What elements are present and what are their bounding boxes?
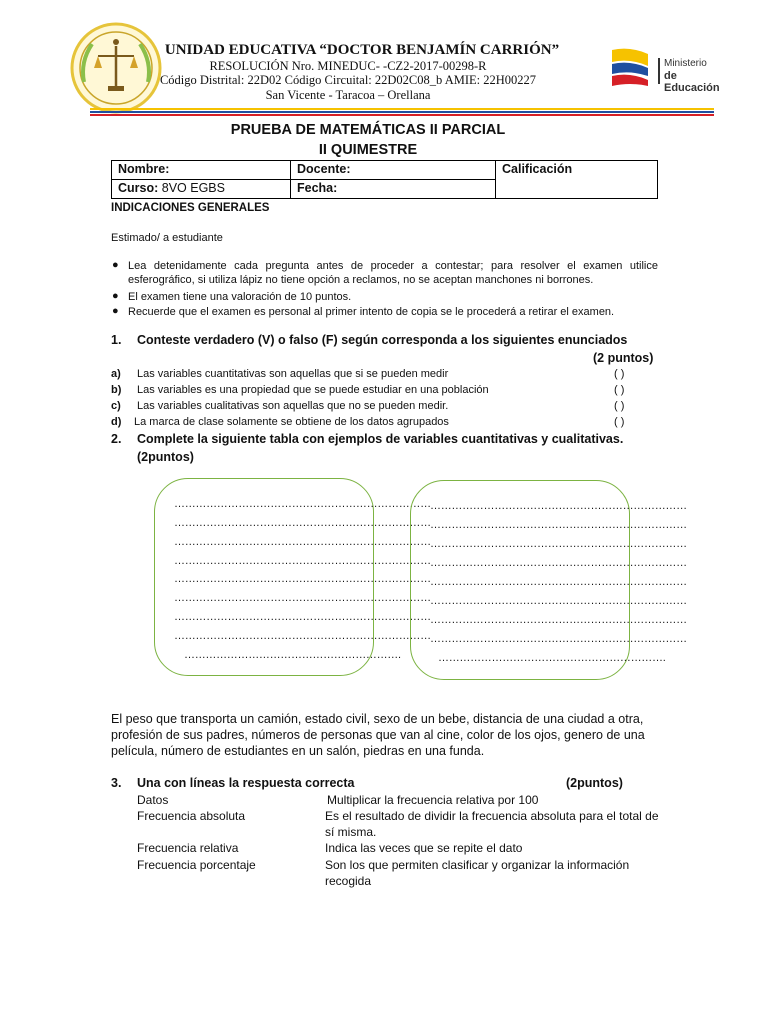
school-codes: Código Distrital: 22D02 Código Circuital: 22D02C08_b AMIE: 22H00227 — [159, 73, 537, 87]
instruction-3: Recuerde que el examen es personal al primer intento de copia se le procederá a retirar el examen. — [128, 306, 615, 318]
header-stripe-yellow — [90, 108, 714, 110]
answer-line[interactable]: ……………………………………………………………… — [174, 517, 431, 529]
q1-item-a-answer[interactable]: ( ) — [614, 368, 625, 380]
q1-item-d-letter: d) — [111, 416, 122, 428]
answer-line[interactable]: ……………………………………………………. — [184, 649, 401, 661]
instructions-heading: INDICACIONES GENERALES — [111, 202, 270, 214]
greeting: Estimado/ a estudiante — [111, 232, 223, 244]
q1-item-d-answer[interactable]: ( ) — [614, 416, 625, 428]
q1-item-c: Las variables cualitativas son aquellas que no se pueden medir. — [137, 400, 449, 412]
variables-examples: El peso que transporta un camión, estado civil, sexo de un bebe, distancia de una ciudad a otra, profesión de sus padres, números de personas que van al cine, color de los ojos, genero de una película, número de estudiantes en un salón, piedras en una funda. — [111, 712, 645, 758]
exam-title: PRUEBA DE MATEMÁTICAS II PARCIAL — [230, 122, 506, 138]
name-field[interactable]: Nombre: — [112, 161, 291, 180]
answer-line[interactable]: ……………………………………………………………… — [174, 611, 431, 623]
q1-item-a: Las variables cuantitativas son aquellas que si se pueden medir — [137, 368, 449, 380]
instruction-1: Lea detenidamente cada pregunta antes de proceder a contestar; para resolver el examen utilice esferográfico, si utiliza lápiz no tiene opción a reclamos, no se aceptan manchones ni borrones. — [128, 260, 658, 286]
q2-points: (2puntos) — [137, 450, 194, 464]
answer-line[interactable]: ……………………………………………………………… — [174, 536, 431, 548]
answer-line[interactable]: ……………………………………………………………… — [174, 630, 431, 642]
answer-line[interactable]: ……………………………………………………………… — [174, 573, 431, 585]
teacher-field[interactable]: Docente: — [291, 161, 496, 180]
answer-line[interactable]: ……………………………………………………………… — [430, 576, 687, 588]
match-right-4[interactable]: Son los que permiten clasificar y organizar la información recogida — [325, 858, 630, 888]
match-right-1[interactable]: Multiplicar la frecuencia relativa por 100 — [327, 793, 539, 807]
answer-line[interactable]: ……………………………………………………………… — [430, 614, 687, 626]
ecuador-flag-icon — [608, 44, 654, 90]
answer-line[interactable]: ……………………………………………………………… — [430, 595, 687, 607]
course-field: Curso: 8VO EGBS — [112, 180, 291, 199]
q1-points: (2 puntos) — [593, 351, 654, 365]
match-left-frecuencia-relativa[interactable]: Frecuencia relativa — [137, 841, 239, 855]
answer-line[interactable]: ……………………………………………………………… — [430, 557, 687, 569]
q1-item-c-answer[interactable]: ( ) — [614, 400, 625, 412]
q2-number: 2. — [111, 432, 122, 446]
header-stripe-blue — [90, 111, 714, 113]
answer-line[interactable]: ……………………………………………………………… — [174, 498, 431, 510]
bullet-icon: ● — [112, 290, 119, 302]
match-left-frecuencia-absoluta[interactable]: Frecuencia absoluta — [137, 809, 246, 823]
grade-field[interactable]: Calificación — [496, 161, 658, 199]
header-stripe-red — [90, 114, 714, 116]
answer-line[interactable]: ……………………………………………………………… — [430, 500, 687, 512]
answer-line[interactable]: ……………………………………………………………… — [174, 555, 431, 567]
resolution-number: RESOLUCIÓN Nro. MINEDUC- -CZ2-2017-00298-R — [209, 59, 487, 73]
q1-item-a-letter: a) — [111, 368, 121, 380]
q3-number: 3. — [111, 776, 122, 790]
match-right-2[interactable]: Es el resultado de dividir la frecuencia absoluta para el total de sí misma. — [325, 809, 659, 839]
answer-line[interactable]: ……………………………………………………………… — [430, 633, 687, 645]
ministry-name-line1: Ministerio — [664, 58, 707, 69]
q1-item-c-letter: c) — [111, 400, 121, 412]
date-field[interactable]: Fecha: — [291, 180, 496, 199]
answer-line[interactable]: ……………………………………………………………… — [430, 538, 687, 550]
q1-item-b-letter: b) — [111, 384, 122, 396]
bullet-icon: ● — [112, 305, 119, 317]
school-location: San Vicente - Taracoa – Orellana — [265, 88, 431, 102]
answer-line[interactable]: ………………………………………………………. — [438, 652, 666, 664]
instruction-2: El examen tiene una valoración de 10 puntos. — [128, 291, 352, 303]
q1-item-b-answer[interactable]: ( ) — [614, 384, 625, 396]
q1-number: 1. — [111, 333, 122, 347]
ministry-name-line2: de Educación — [664, 70, 720, 94]
school-name: UNIDAD EDUCATIVA “DOCTOR BENJAMÍN CARRIÓN” — [164, 42, 560, 58]
q3-points: (2puntos) — [566, 776, 623, 790]
exam-subtitle: II QUIMESTRE — [318, 142, 418, 158]
ministry-logo — [608, 44, 720, 94]
q1-item-d: La marca de clase solamente se obtiene de los datos agrupados — [134, 416, 449, 428]
q1-item-b: Las variables es una propiedad que se puede estudiar en una población — [137, 384, 489, 396]
q3-text: Una con líneas la respuesta correcta — [137, 776, 355, 790]
student-info-table — [111, 160, 658, 199]
match-right-3[interactable]: Indica las veces que se repite el dato — [325, 841, 523, 855]
q1-text: Conteste verdadero (V) o falso (F) según corresponda a los siguientes enunciados — [137, 333, 628, 347]
answer-line[interactable]: ……………………………………………………………… — [430, 519, 687, 531]
match-left-frecuencia-porcentaje[interactable]: Frecuencia porcentaje — [137, 858, 256, 872]
answer-line[interactable]: ……………………………………………………………… — [174, 592, 431, 604]
q2-text: Complete la siguiente tabla con ejemplos de variables cuantitativas y cualitativas. — [137, 432, 624, 446]
match-left-datos[interactable]: Datos — [137, 793, 169, 807]
bullet-icon: ● — [112, 259, 119, 271]
